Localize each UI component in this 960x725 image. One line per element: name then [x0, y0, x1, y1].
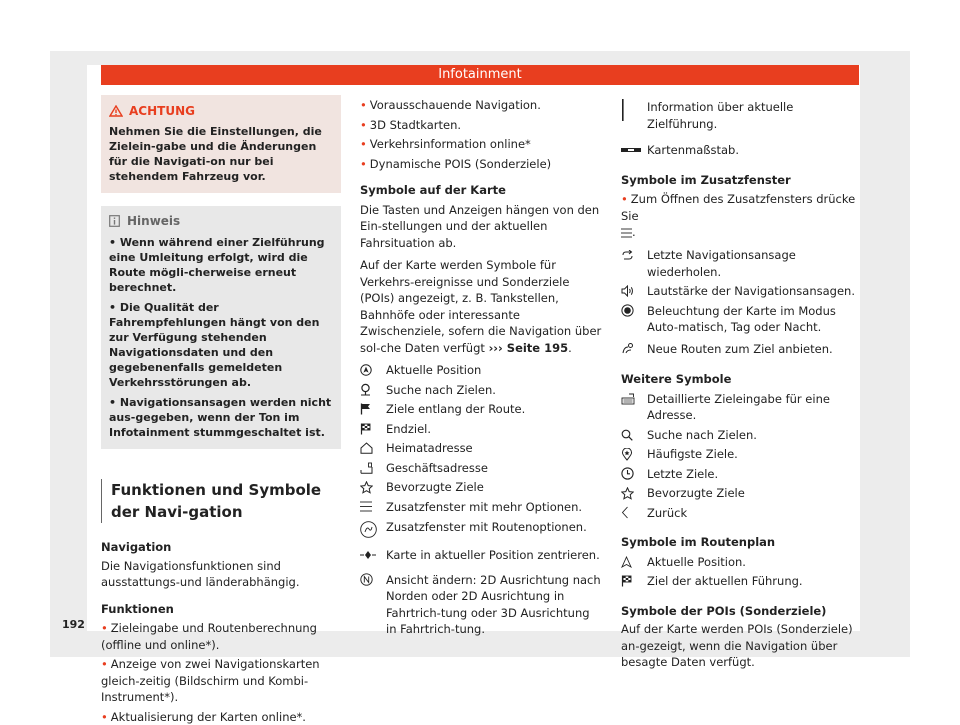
symbol-label: Lautstärke der Navigationsansagen. — [647, 283, 855, 300]
warning-text: Nehmen Sie die Einstellungen, die Zielein-gabe und die Änderungen für die Navigati-on nur bei stehendem Fahrzeug vor. — [109, 124, 333, 184]
checkered-flag-icon — [621, 573, 647, 589]
symbol-label: Kartenmaßstab. — [647, 142, 739, 159]
back-icon — [621, 505, 647, 521]
symbol-label: Häufigste Ziele. — [647, 446, 738, 463]
symbol-row — [621, 303, 859, 336]
menu-icon — [360, 499, 386, 515]
page-link[interactable]: ››› Seite 195 — [489, 341, 569, 355]
karte-paragraph: Die Tasten und Anzeigen hängen von den Ein-stellungen und der aktuellen Fahrsituation ab. — [360, 202, 602, 252]
search-destinations-icon — [360, 382, 386, 398]
column-left — [101, 95, 341, 725]
star-icon — [360, 479, 386, 495]
symbol-row — [360, 479, 602, 496]
warning-box — [101, 95, 341, 193]
address-input-icon — [621, 391, 647, 407]
symbol-label: Karte in aktueller Position zentrieren. — [386, 547, 600, 564]
symbol-row — [360, 499, 602, 516]
symbol-row — [621, 446, 859, 463]
position-outline-icon — [621, 554, 647, 570]
list-item: • Verkehrsinformation online* — [360, 136, 602, 153]
list-item: • Aktualisierung der Karten online*. — [101, 709, 341, 725]
checkered-flag-icon — [360, 421, 386, 437]
compass-icon — [360, 572, 386, 588]
symbol-row — [621, 485, 859, 502]
symbol-label: Zusatzfenster mit mehr Optionen. — [386, 499, 582, 516]
navigation-text: Die Navigationsfunktionen sind ausstattungs-und länderabhängig. — [101, 558, 341, 591]
list-item-text: 3D Stadtkarten. — [370, 118, 461, 132]
symbol-label: Letzte Ziele. — [647, 466, 718, 483]
karte-paragraph-text: Auf der Karte werden Symbole für Verkehrs-ereignisse und Sonderziele (POIs) angezeigt, z. B. Tankstellen, Bahnhöfe oder interessante Zwischenziele, sofern die Navigation über sol-che Daten verfügt — [360, 258, 601, 355]
list-item-text: Dynamische POIS (Sonderziele) — [370, 157, 551, 171]
symbol-label: Beleuchtung der Karte im Modus Auto-matisch, Tag oder Nacht. — [647, 303, 859, 336]
symbol-row — [621, 247, 859, 280]
symbol-label: Endziel. — [386, 421, 431, 438]
symbol-label: Ansicht ändern: 2D Ausrichtung nach Norden oder 2D Ausrichtung in Fahrtrich-tung oder 3D Ausrichtung in Fahrtrich-tung. — [386, 572, 602, 638]
list-item-text: Anzeige von zwei Navigationskarten gleich-zeitig (Bildschirm und Kombi-Instrument*). — [101, 657, 320, 704]
home-icon — [360, 440, 386, 456]
column-right — [621, 95, 859, 671]
volume-icon — [621, 283, 647, 299]
symbol-label: Suche nach Zielen. — [647, 427, 757, 444]
routenplan-heading: Symbole im Routenplan — [621, 534, 859, 551]
symbol-row — [621, 573, 859, 590]
symbol-label: Letzte Navigationsansage wiederholen. — [647, 247, 859, 280]
symbol-label: Information über aktuelle Zielführung. — [647, 99, 859, 132]
symbol-row — [621, 466, 859, 483]
symbol-row — [360, 440, 602, 457]
route-options-icon — [360, 519, 386, 539]
repeat-icon — [621, 247, 647, 263]
guidance-bar-icon — [621, 99, 647, 121]
symbol-row — [360, 382, 602, 399]
warning-title: ACHTUNG — [129, 103, 195, 120]
symbol-row — [360, 572, 602, 638]
symbol-label: Detaillierte Zieleingabe für eine Adresse. — [647, 391, 859, 424]
note-box — [101, 206, 341, 450]
navigation-heading: Navigation — [101, 539, 341, 556]
symbol-label: Zusatzfenster mit Routenoptionen. — [386, 519, 587, 536]
list-item-text: Verkehrsinformation online* — [370, 137, 531, 151]
weitere-heading: Weitere Symbole — [621, 371, 859, 388]
pois-heading: Symbole der POIs (Sonderziele) — [621, 603, 859, 620]
symbol-label: Ziel der aktuellen Führung. — [647, 573, 803, 590]
search-icon — [621, 427, 647, 443]
section-title: Funktionen und Symbole der Navi-gation — [101, 479, 341, 523]
symbol-row — [621, 142, 859, 159]
symbol-label: Suche nach Zielen. — [386, 382, 496, 399]
symbol-label: Bevorzugte Ziele — [386, 479, 484, 496]
symbol-row — [360, 460, 602, 477]
symbol-row — [621, 99, 859, 132]
symbol-row — [360, 421, 602, 438]
list-item: • Zum Öffnen des Zusatzfensters drücke Sie — [621, 191, 859, 224]
list-item: • Dynamische POIS (Sonderziele) — [360, 156, 602, 173]
list-item-text: Vorausschauende Navigation. — [370, 98, 541, 112]
symbol-label: Geschäftsadresse — [386, 460, 488, 477]
position-arrow-icon — [360, 362, 386, 378]
menu-icon-line — [621, 224, 859, 240]
menu-icon — [621, 226, 632, 243]
center-position-icon — [360, 547, 386, 563]
warning-triangle-icon — [109, 105, 123, 117]
flag-icon — [360, 401, 386, 417]
karte-paragraph: Auf der Karte werden Symbole für Verkehrs-ereignisse und Sonderziele (POIs) angezeigt, z. B. Tankstellen, Bahnhöfe oder interessante Zwischenziele, sofern die Navigation über sol-che Daten verfügt ››› Seite 195. — [360, 257, 602, 356]
symbol-label: Heimatadresse — [386, 440, 473, 457]
karte-heading: Symbole auf der Karte — [360, 182, 602, 199]
clock-icon — [621, 466, 647, 482]
symbol-row — [360, 519, 602, 539]
symbol-label: Bevorzugte Ziele — [647, 485, 745, 502]
symbol-row — [621, 554, 859, 571]
symbol-label: Ziele entlang der Route. — [386, 401, 525, 418]
symbol-row — [621, 505, 859, 522]
note-item: • Navigationsansagen werden nicht aus-gegeben, wenn der Ton im Infotainment stummgeschaltet ist. — [109, 395, 333, 440]
page-header: Infotainment — [101, 65, 859, 85]
period: . — [632, 225, 636, 239]
list-item: • Anzeige von zwei Navigationskarten gleich-zeitig (Bildschirm und Kombi-Instrument*). — [101, 656, 341, 706]
symbol-label: Neue Routen zum Ziel anbieten. — [647, 341, 833, 358]
pois-text: Auf der Karte werden POIs (Sonderziele) an-gezeigt, wenn die Navigation über besagte Daten verfügt. — [621, 621, 859, 671]
frequent-destinations-icon — [621, 446, 647, 462]
symbol-row — [360, 547, 602, 564]
symbol-row — [360, 362, 602, 379]
list-item-text: Zum Öffnen des Zusatzfensters drücke Sie — [621, 192, 855, 223]
scale-icon — [621, 142, 647, 158]
star-icon — [621, 485, 647, 501]
symbol-row — [621, 283, 859, 300]
note-item: • Wenn während einer Zielführung eine Umleitung erfolgt, wird die Route mögli-cherweise erneut berechnet. — [109, 235, 333, 295]
symbol-label: Zurück — [647, 505, 687, 522]
list-item-text: Zieleingabe und Routenberechnung (offline und online*). — [101, 621, 317, 652]
symbol-label: Aktuelle Position. — [647, 554, 746, 571]
info-icon — [109, 215, 120, 227]
list-item: • 3D Stadtkarten. — [360, 117, 602, 134]
list-item: • Zieleingabe und Routenberechnung (offline und online*). — [101, 620, 341, 653]
symbol-row — [621, 341, 859, 358]
day-night-icon — [621, 303, 647, 319]
list-item: • Vorausschauende Navigation. — [360, 97, 602, 114]
zusatz-heading: Symbole im Zusatzfenster — [621, 172, 859, 189]
list-item-text: Aktualisierung der Karten online*. — [111, 710, 306, 724]
note-item: • Die Qualität der Fahrempfehlungen hängt von den zur Verfügung stehenden Navigationsdaten und den gegebenenfalls gemeldeten Verkehrsstörungen ab. — [109, 300, 333, 390]
note-title: Hinweis — [127, 213, 180, 230]
symbol-label: Aktuelle Position — [386, 362, 481, 379]
symbol-row — [621, 427, 859, 444]
warning-heading — [109, 103, 333, 120]
funktionen-heading: Funktionen — [101, 601, 341, 618]
symbol-row — [360, 401, 602, 418]
page-number: 192 — [62, 618, 85, 631]
new-routes-icon — [621, 341, 647, 357]
column-middle — [360, 95, 602, 638]
business-address-icon — [360, 460, 386, 476]
note-heading — [109, 213, 333, 230]
symbol-row — [621, 391, 859, 424]
